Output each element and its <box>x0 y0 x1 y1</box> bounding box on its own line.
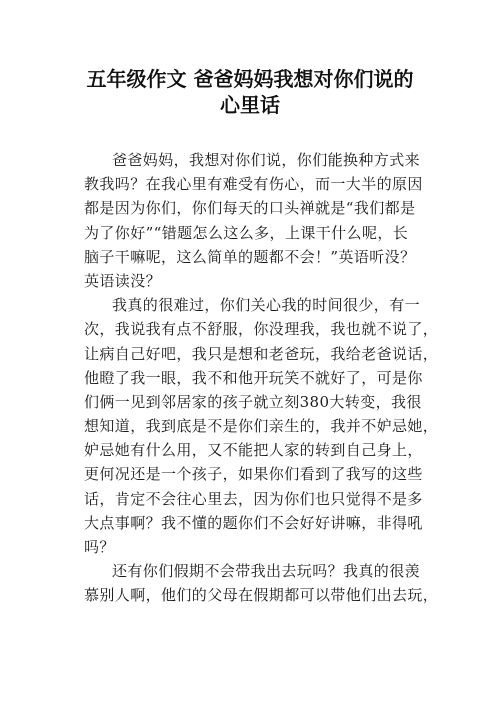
text-line: 大点事啊？我不懂的题你们不会好好讲嘛，非得吼 <box>84 513 423 532</box>
article-title-line-2: 心里话 <box>220 93 280 117</box>
text-line: 吗？ <box>84 538 115 556</box>
text-line: 他瞪了我一眼，我不和他开玩笑不就好了，可是你 <box>84 368 423 387</box>
article-title-line-1: 五年级作文 爸爸妈妈我想对你们说的 <box>86 67 414 91</box>
text-line: 脑子干嘛呢，这么简单的题都不会！”英语听没？ <box>84 247 416 266</box>
text-line: 为了你好”“错题怎么这么多，上课干什么呢，长 <box>84 223 409 242</box>
text-line: 我真的很难过，你们关心我的时间很少，有一 <box>112 296 421 315</box>
article-body <box>84 148 439 608</box>
text-line: 妒忌她有什么用，又不能把人家的转到自己身上， <box>84 441 423 460</box>
text-line: 都是因为你们，你们每天的口头禅就是“我们都是 <box>84 199 416 218</box>
text-line: 想知道，我到底是不是你们亲生的，我并不妒忌她， <box>84 417 439 436</box>
text-line: 们俩一见到邻居家的孩子就立刻380大转变，我很 <box>84 392 422 411</box>
text-line: 次，我说我有点不舒服，你没理我，我也就不说了， <box>84 320 439 339</box>
text-line: 爸爸妈妈，我想对你们说，你们能换种方式来 <box>112 151 421 169</box>
text-line: 更何况还是一个孩子，如果你们看到了我写的这些 <box>84 465 423 484</box>
text-line: 话，肯定不会往心里去，因为你们也只觉得不是多 <box>84 489 423 508</box>
text-line: 让病自己好吧，我只是想和老爸玩，我给老爸说话， <box>84 344 439 363</box>
text-line: 还有你们假期不会带我出去玩吗？我真的很羡 <box>112 562 421 581</box>
text-line: 教我吗？在我心里有难受有伤心，而一大半的原因 <box>84 175 423 194</box>
text-line: 慕别人啊，他们的父母在假期都可以带他们出去玩， <box>84 586 439 605</box>
text-line: 英语读没？ <box>84 271 162 290</box>
